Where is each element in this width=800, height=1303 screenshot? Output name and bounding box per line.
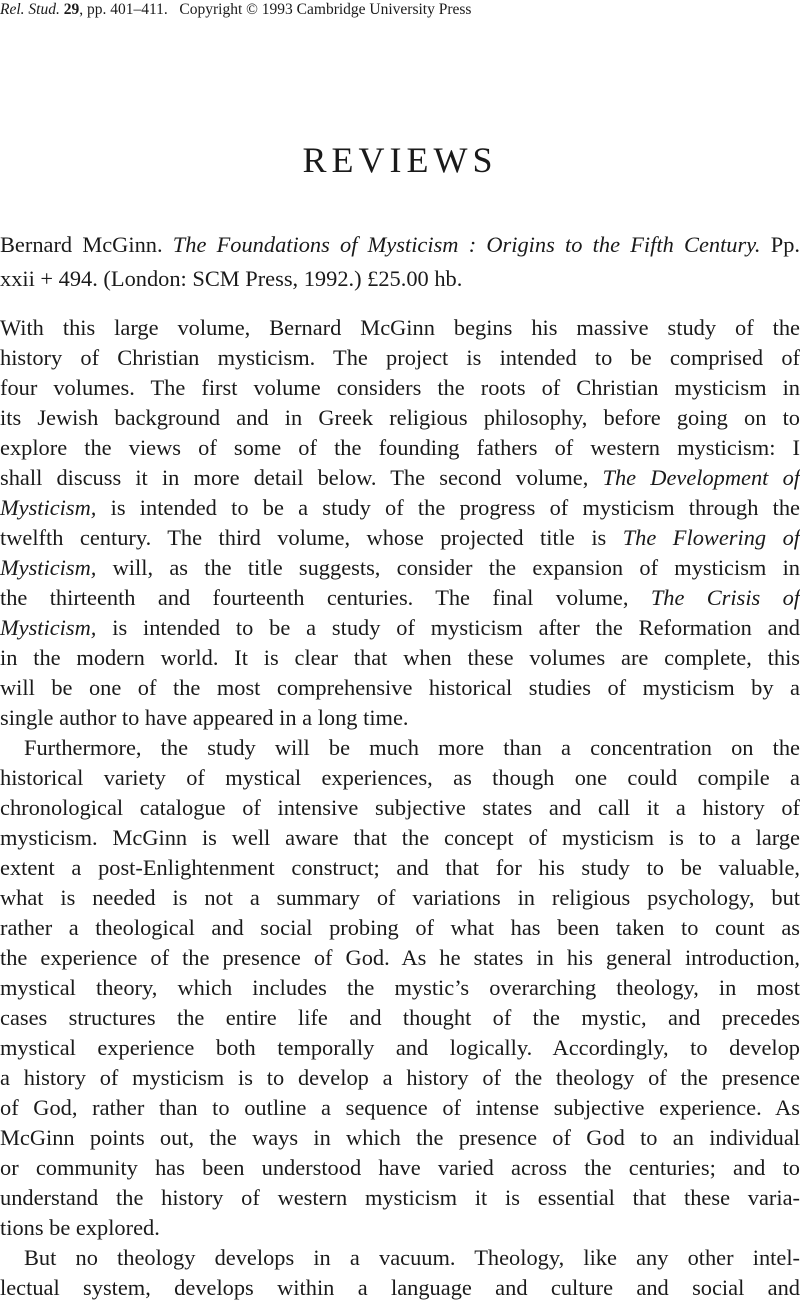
- text-line: With this large volume, Bernard McGinn begins his massive study of the: [0, 315, 800, 340]
- text-line: [0, 493, 800, 523]
- citation-book-title: The Foundations of Mysticism : Origins to the Fifth Century.: [172, 232, 761, 257]
- text-line: cases structures the entire life and thought of the mystic, and precedes: [0, 1005, 800, 1030]
- text-line: But no theology develops in a vacuum. Theology, like any other intel-: [24, 1245, 800, 1270]
- text-segment: is intended to be a study of mysticism after the Reformation and: [96, 615, 800, 640]
- journal-volume: 29: [63, 1, 80, 18]
- text-line: mystical experience both temporally and logically. Accordingly, to develop: [0, 1035, 800, 1060]
- text-line: historical variety of mystical experiences, as though one could compile a: [0, 765, 800, 790]
- text-segment: twelfth century. The third volume, whose projected title is: [0, 525, 623, 550]
- text-segment: shall discuss it in more detail below. The second volume,: [0, 465, 603, 490]
- text-line: four volumes. The first volume considers the roots of Christian mysticism in: [0, 375, 800, 400]
- citation-pp-label: Pp.: [760, 232, 800, 257]
- running-head: [0, 0, 800, 20]
- text-segment: is intended to be a study of the progress of mysticism through the: [96, 495, 800, 520]
- citation-author: Bernard McGinn.: [0, 232, 173, 257]
- text-segment: will, as the title suggests, consider the expansion of mysticism in: [96, 555, 800, 580]
- text-line: [0, 463, 800, 493]
- text-line: will be one of the most comprehensive historical studies of mysticism by a: [0, 675, 800, 700]
- text-line: of God, rather than to outline a sequence of intense subjective experience. As: [0, 1095, 800, 1120]
- text-line: or community has been understood have varied across the centuries; and to: [0, 1155, 800, 1180]
- text-line: a history of mysticism is to develop a history of the theology of the presence: [0, 1065, 800, 1090]
- book-citation: [0, 228, 800, 295]
- italic-title: Mysticism,: [0, 495, 97, 520]
- text-segment: the thirteenth and fourteenth centuries. The final volume,: [0, 585, 651, 610]
- italic-title: The Flowering of: [622, 525, 800, 550]
- text-line: [0, 553, 800, 583]
- text-line: history of Christian mysticism. The project is intended to be comprised of: [0, 345, 800, 370]
- text-line: lectual system, develops within a language and culture and social and: [0, 1275, 800, 1300]
- text-line: extent a post-Enlightenment construct; and that for his study to be valuable,: [0, 855, 800, 880]
- text-line: its Jewish background and in Greek religious philosophy, before going on to: [0, 405, 800, 430]
- paragraph-3: [0, 1243, 800, 1303]
- paragraph-1: [0, 313, 800, 733]
- text-line: [0, 583, 800, 613]
- text-line: explore the views of some of the founding fathers of western mysticism: I: [0, 435, 800, 460]
- text-line: tions be explored.: [0, 1215, 160, 1240]
- italic-title: The Crisis of: [650, 585, 800, 610]
- review-body: [0, 313, 800, 1303]
- section-title: REVIEWS: [302, 140, 498, 180]
- text-line: what is needed is not a summary of variations in religious psychology, but: [0, 885, 800, 910]
- citation-line-1: [0, 228, 800, 262]
- text-line: in the modern world. It is clear that when these volumes are complete, this: [0, 645, 800, 670]
- text-line: Furthermore, the study will be much more than a concentration on the: [24, 735, 800, 760]
- text-line: mystical theory, which includes the mystic’s overarching theology, in most: [0, 975, 800, 1000]
- text-line: [0, 523, 800, 553]
- text-line: the experience of the presence of God. As he states in his general introduction,: [0, 945, 800, 970]
- text-line: McGinn points out, the ways in which the presence of God to an individual: [0, 1125, 800, 1150]
- page-range: , pp. 401–411.: [79, 1, 168, 18]
- citation-details: xxii + 494. (London: SCM Press, 1992.) £25.00 hb.: [0, 265, 463, 291]
- italic-title: The Development of: [602, 465, 800, 490]
- journal-abbrev: Rel. Stud.: [0, 1, 60, 18]
- text-line: rather a theological and social probing of what has been taken to count as: [0, 915, 800, 940]
- text-line: mysticism. McGinn is well aware that the concept of mysticism is to a large: [0, 825, 800, 850]
- text-line: chronological catalogue of intensive subjective states and call it a history of: [0, 795, 800, 820]
- italic-title: Mysticism,: [0, 615, 97, 640]
- text-line: single author to have appeared in a long time.: [0, 705, 409, 730]
- text-line: understand the history of western mysticism it is essential that these varia-: [0, 1185, 800, 1210]
- text-line: [0, 613, 800, 643]
- copyright-line: Copyright © 1993 Cambridge University Press: [179, 1, 472, 18]
- paragraph-2: [0, 733, 800, 1243]
- italic-title: Mysticism,: [0, 555, 97, 580]
